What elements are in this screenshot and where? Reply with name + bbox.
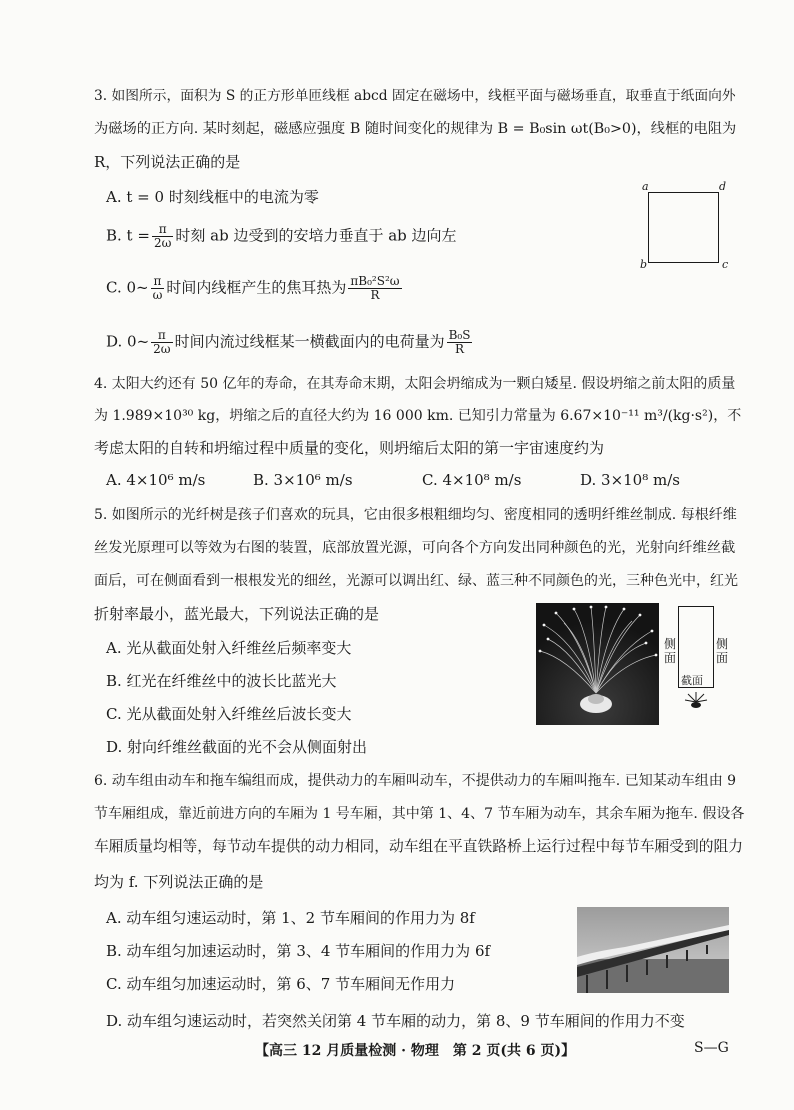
fiber-structure-diagram [662,603,742,718]
light-source-icon [683,690,709,712]
q5-option-d: D. 射向纤维丝截面的光不会从侧面射出 [106,738,368,756]
q5-stem-line-2: 丝发光原理可以等效为右图的装置，底部放置光源，可向各个方向发出同种颜色的光，光射向纤维丝截 [94,540,736,556]
footer-exam-info: 【高三 12 月质量检测 · 物理 第 2 页(共 6 页)】 [255,1043,576,1059]
q4-stem-line-1: 4. 太阳大约还有 50 亿年的寿命，在其寿命末期，太阳会坍缩成为一颗白矮星. 假设坍缩之前太阳的质量 [94,376,736,392]
q3-option-d [106,329,474,356]
q6-stem-line-3: 车厢质量均相等，每节动车提供的动力相同，动车组在平直铁路桥上运行过程中每节车厢受到的阻力 [94,838,743,855]
q4-option-c: C. 4×10⁸ m/s [422,471,522,489]
q4-options-row [106,470,726,490]
q4-stem-line-3: 考虑太阳的自转和坍缩过程中质量的变化，则坍缩后太阳的第一宇宙速度约为 [94,439,605,457]
q6-stem-line-1: 6. 动车组由动车和拖车编组而成，提供动力的车厢叫动车，不提供动力的车厢叫拖车. 已知某动车组由 9 [94,773,737,789]
q3-stem-line-1: 3. 如图所示，面积为 S 的正方形单匝线框 abcd 固定在磁场中，线框平面与磁场垂直，取垂直于纸面向外 [94,88,736,104]
q3-option-c-fraction-1 [151,275,165,302]
train-on-bridge-photo [577,907,729,993]
vertex-label-a: a [642,180,649,193]
q3-option-c-numerator-1: π [151,275,165,289]
q5-stem-line-1: 5. 如图所示的光纤树是孩子们喜欢的玩具，它由很多根粗细均匀、密度相同的透明纤维丝制成. 每根纤维 [94,507,737,523]
q5-option-b: B. 红光在纤维丝中的波长比蓝光大 [106,672,337,690]
q3-stem-line-3: R，下列说法正确的是 [94,153,241,171]
q6-stem-line-4: 均为 f. 下列说法正确的是 [94,873,264,891]
q3-option-b-numerator: π [152,223,173,237]
q4-option-a: A. 4×10⁶ m/s [106,471,206,489]
q3-option-d-denominator-2: R [454,342,465,356]
q3-option-c-fraction-2 [348,275,401,302]
q3-option-c-denominator-2: R [370,288,380,302]
q4-option-d: D. 3×10⁸ m/s [580,471,680,489]
q3-square-frame-figure [638,180,730,272]
q5-option-a: A. 光从截面处射入纤维丝后频率变大 [106,639,352,657]
footer-code: S—G [694,1040,729,1056]
q4-option-b: B. 3×10⁶ m/s [253,471,353,489]
q3-option-c-numerator-2: πB₀²S²ω [350,274,400,288]
q5-stem-line-3: 面后，可在侧面看到一根根发光的细丝，光源可以调出红、绿、蓝三种不同颜色的光，三种色光中，红光 [94,573,738,589]
side-face-label-left: 侧面 [663,637,676,665]
q3-stem-line-2: 为磁场的正方向. 某时刻起，磁感应强度 B 随时间变化的规律为 B = B₀sin ωt(B₀>0)，线框的电阻为 [94,121,737,137]
q6-option-b: B. 动车组匀加速运动时，第 3、4 节车厢间的作用力为 6f [106,942,491,960]
q3-option-d-prefix: D. 0~ [106,332,150,351]
q6-option-d: D. 动车组匀速运动时，若突然关闭第 4 节车厢的动力，第 8、9 节车厢间的作用力不变 [106,1012,685,1030]
square-frame [648,192,719,263]
vertex-label-c: c [722,258,729,271]
q3-option-a: A. t = 0 时刻线框中的电流为零 [106,188,319,206]
q3-option-d-fraction-2 [447,329,473,356]
q4-stem-line-2: 为 1.989×10³⁰ kg，坍缩之后的直径大约为 16 000 km. 已知引力常量为 6.67×10⁻¹¹ m³/(kg·s²)，不 [94,408,742,424]
vertex-label-b: b [640,258,648,271]
q5-stem-line-4: 折射率最小，蓝光最大，下列说法正确的是 [94,605,380,623]
q6-stem-line-2: 节车厢组成，靠近前进方向的车厢为 1 号车厢，其中第 1、4、7 节车厢为动车，其余车厢为拖车. 假设各 [94,806,745,822]
q3-option-c-prefix: C. 0~ [106,278,149,297]
q3-option-d-fraction-1 [151,329,172,356]
q3-option-b-prefix: B. t = [106,226,150,245]
cross-section-label: 截面 [681,674,703,687]
fiber-optic-tree-photo [536,603,659,725]
q3-option-d-numerator-1: π [151,329,172,343]
side-face-label-right: 侧面 [715,637,728,665]
q5-option-c: C. 光从截面处射入纤维丝后波长变大 [106,705,352,723]
q3-option-c-text: 时间内线框产生的焦耳热为 [166,278,347,297]
q3-option-b-text: 时刻 ab 边受到的安培力垂直于 ab 边向左 [175,226,457,245]
q3-option-d-text: 时间内流过线框某一横截面内的电荷量为 [174,332,445,351]
q3-option-c [106,275,404,302]
q3-option-b-fraction [152,223,173,250]
q6-option-c: C. 动车组匀加速运动时，第 6、7 节车厢间无作用力 [106,975,456,993]
q3-option-c-denominator-1: ω [152,288,163,302]
q3-option-b [106,223,457,250]
q3-option-b-denominator: 2ω [153,236,172,250]
q3-option-d-numerator-2: B₀S [448,328,471,342]
q3-option-d-denominator-1: 2ω [153,342,171,356]
q6-option-a: A. 动车组匀速运动时，第 1、2 节车厢间的作用力为 8f [106,909,475,927]
vertex-label-d: d [719,180,727,193]
